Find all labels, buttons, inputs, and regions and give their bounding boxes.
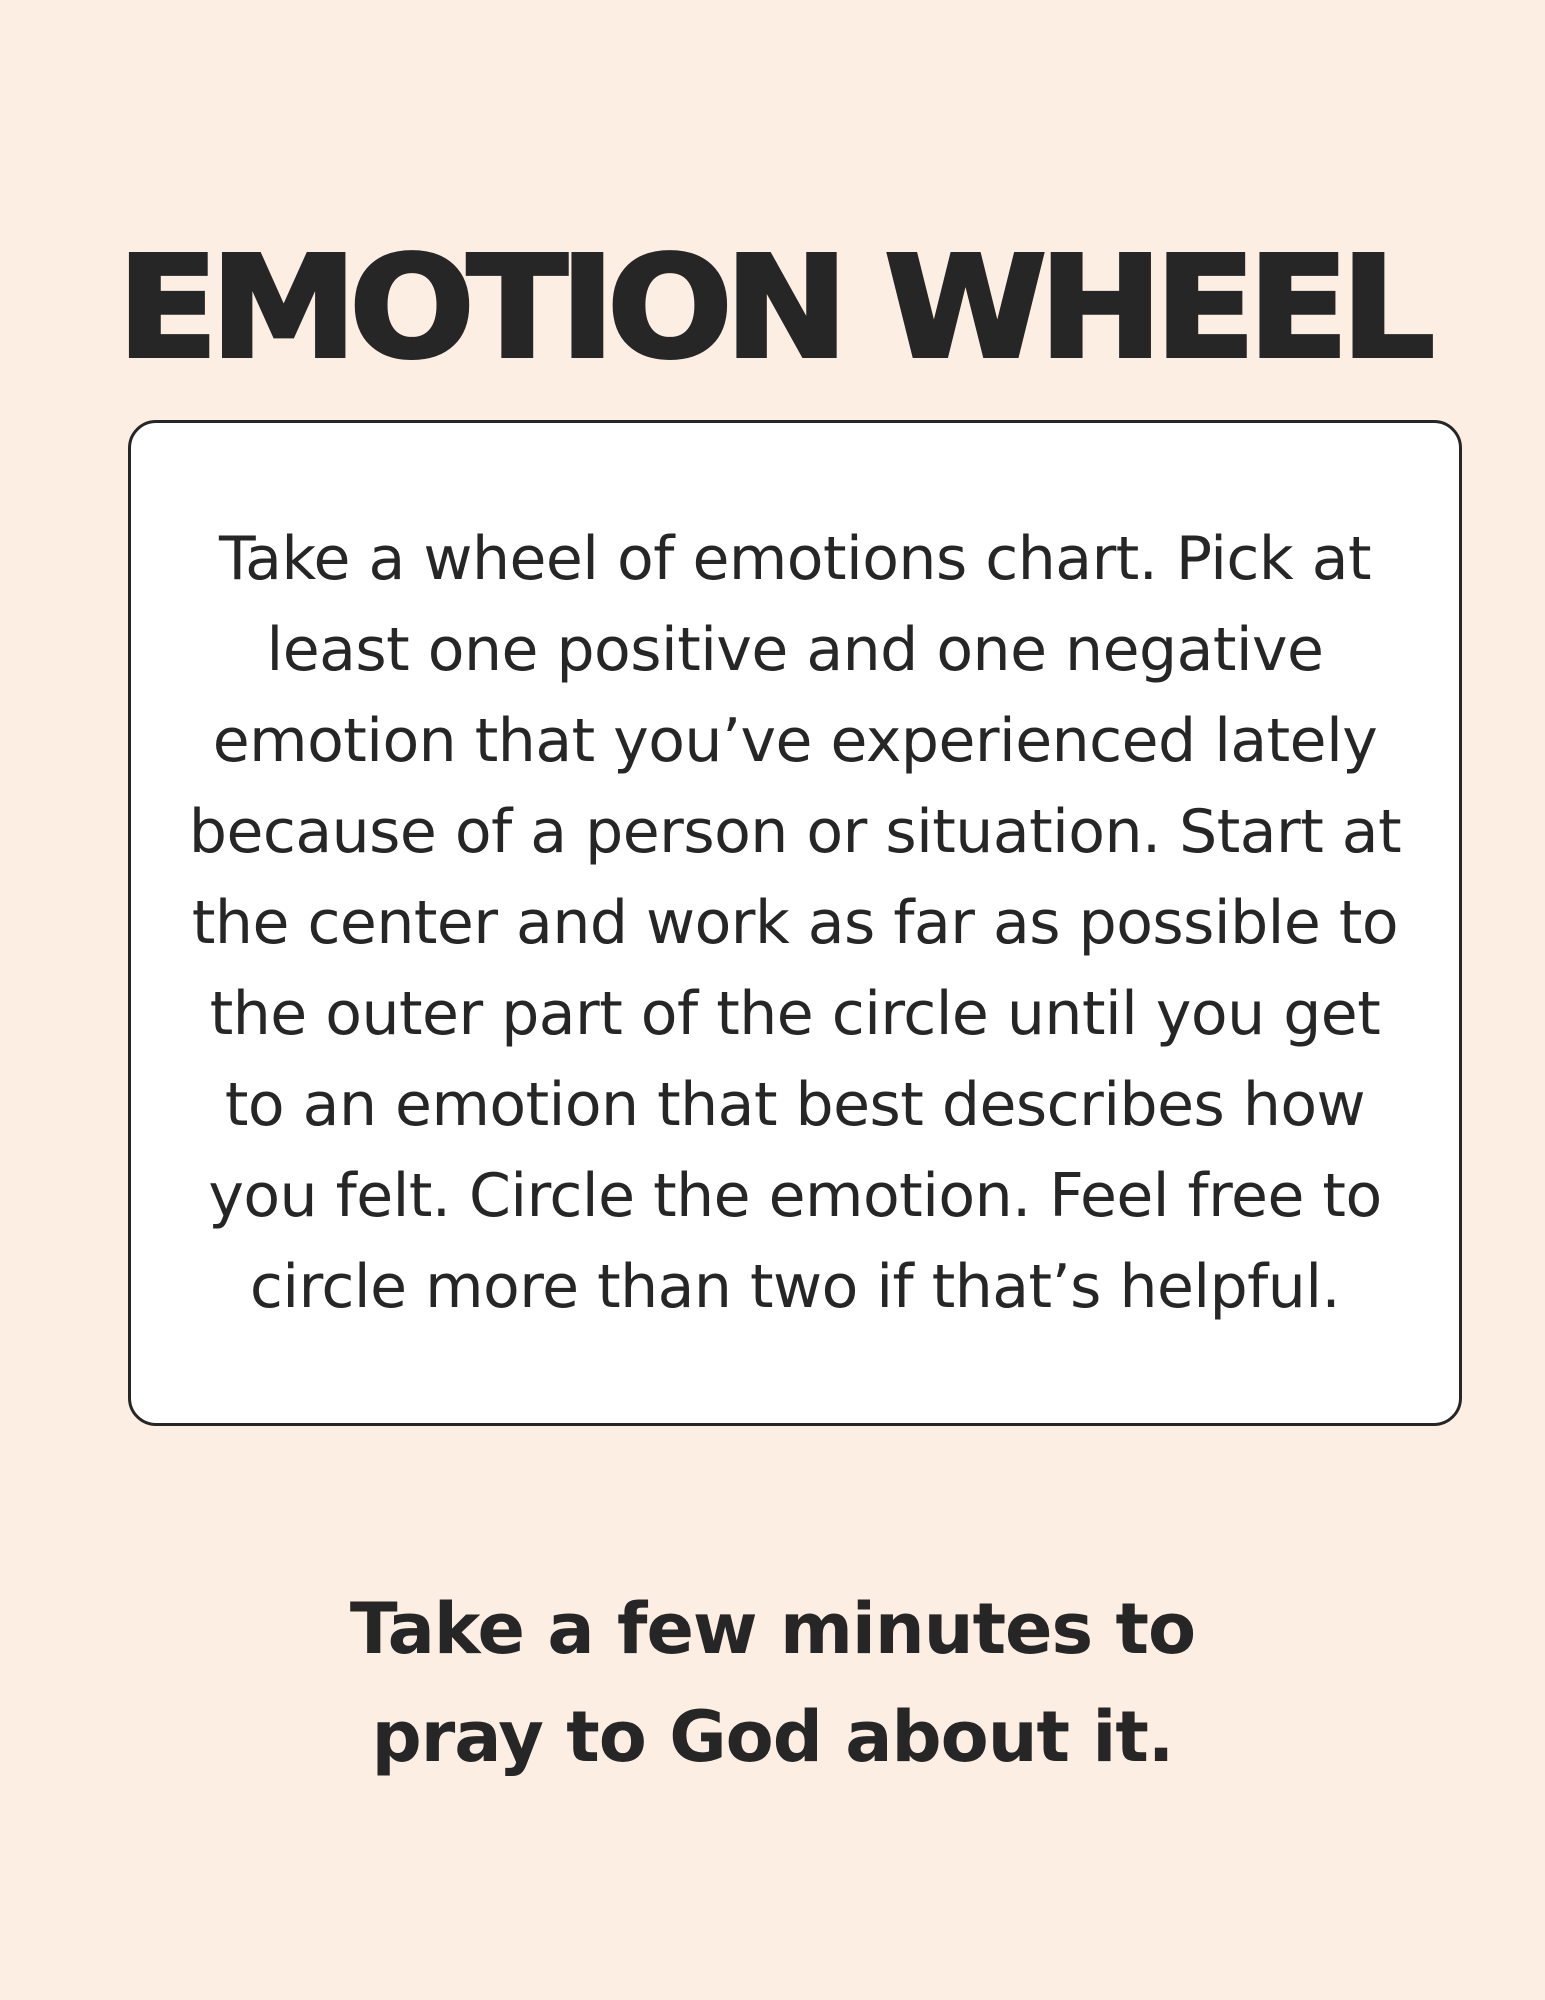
instruction-text: Take a wheel of emotions chart. Pick at least one positive and one negative emotion that you’ve experienced lately because of a person or situation. Start at the center and work as far as possible to the outer part of the circle until you get to an emotion that best describes how you felt. Circle the emotion. Feel free to circle more than two if that’s helpful.: [188, 523, 1402, 1322]
instruction-box: [128, 420, 1462, 1426]
closing-line-1: Take a few minutes to: [349, 1588, 1196, 1670]
closing-line-2: pray to God about it.: [371, 1696, 1174, 1778]
closing-prompt: [0, 1575, 1545, 1791]
page-title: EMOTION WHEEL: [117, 226, 1428, 390]
